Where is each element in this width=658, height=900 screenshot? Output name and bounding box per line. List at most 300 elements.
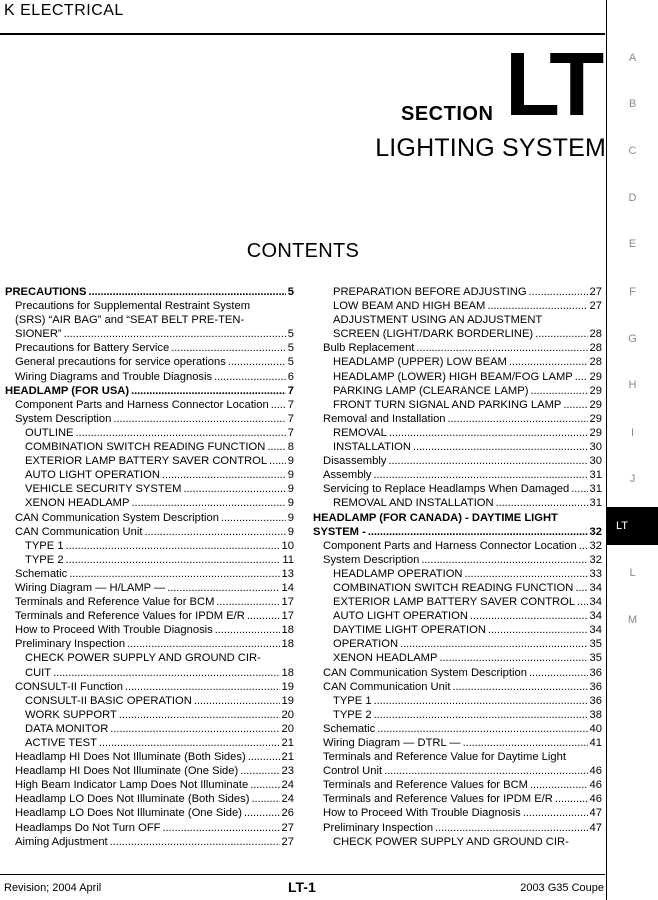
toc-entry[interactable] <box>5 806 294 820</box>
toc-entry-page: 7 <box>287 384 294 397</box>
toc-entry-title: Schematic <box>323 722 376 735</box>
toc-entry-title: TYPE 2 <box>25 553 64 566</box>
toc-entry-title: AUTO LIGHT OPERATION <box>333 610 468 623</box>
toc-entry[interactable] <box>313 609 602 623</box>
toc-entry-title: Disassembly <box>323 455 387 468</box>
toc-leader-dots <box>530 778 588 792</box>
toc-leader-dots <box>374 694 588 708</box>
toc-entry[interactable] <box>313 454 602 468</box>
tab-lt[interactable]: LT <box>607 507 658 545</box>
toc-entry[interactable] <box>313 355 602 369</box>
toc-entry-title: CAN Communication System Description <box>323 666 527 679</box>
toc-entry-title: Control Unit <box>323 765 383 778</box>
toc-leader-dots <box>167 581 279 595</box>
toc-leader-dots <box>194 694 280 708</box>
toc-entry-page: 28 <box>589 342 602 355</box>
toc-entry-page: 29 <box>589 426 602 439</box>
toc-entry-page: 30 <box>589 455 602 468</box>
tab-g[interactable]: G <box>628 333 637 345</box>
toc-entry-page: 7 <box>287 412 294 425</box>
toc-entry[interactable] <box>5 680 294 694</box>
toc-leader-dots <box>267 440 285 454</box>
toc-entry[interactable] <box>313 341 602 355</box>
toc-entry-page: 27 <box>281 821 294 834</box>
tab-j[interactable]: J <box>629 473 636 485</box>
toc-entry-title: LOW BEAM AND HIGH BEAM <box>333 300 486 313</box>
toc-entry-title: Removal and Installation <box>323 412 446 425</box>
toc-entry-title: CHECK POWER SUPPLY AND GROUND CIR- <box>333 835 569 848</box>
toc-leader-dots <box>563 398 587 412</box>
toc-entry[interactable] <box>5 792 294 806</box>
toc-entry[interactable] <box>313 722 602 736</box>
toc-leader-dots <box>244 806 280 820</box>
toc-leader-dots <box>144 525 285 539</box>
toc-entry-title: Preliminary Inspection <box>15 638 126 651</box>
toc-entry-page: 19 <box>281 680 294 693</box>
toc-entry-page: 34 <box>589 581 602 594</box>
toc-entry[interactable] <box>5 299 294 313</box>
toc-leader-dots <box>163 821 280 835</box>
toc-entry-title: Schematic <box>15 567 68 580</box>
toc-entry-title: Headlamp HI Does Not Illuminate (Both Sides) <box>15 751 246 764</box>
section-code: LT <box>505 35 601 135</box>
toc-entry[interactable] <box>313 398 602 412</box>
toc-entry-title: EXTERIOR LAMP BATTERY SAVER CONTROL <box>25 455 268 468</box>
toc-entry[interactable] <box>313 821 602 835</box>
toc-entry[interactable] <box>313 736 602 750</box>
toc-entry-page: 31 <box>589 483 602 496</box>
toc-entry[interactable] <box>313 651 602 665</box>
toc-entry-page: 7 <box>287 398 294 411</box>
toc-entry-title: Headlamp LO Does Not Illuminate (Both Sides) <box>15 793 250 806</box>
toc-leader-dots <box>66 553 281 567</box>
toc-leader-dots <box>374 708 588 722</box>
toc-entry-title: CAN Communication System Description <box>15 511 219 524</box>
toc-entry-title: Terminals and Reference Values for BCM <box>323 779 528 792</box>
toc-entry-page: 13 <box>281 567 294 580</box>
tab-b[interactable]: B <box>628 98 637 110</box>
toc-entry[interactable] <box>5 835 294 849</box>
toc-entry-title: TYPE 2 <box>333 708 372 721</box>
tab-m[interactable]: M <box>627 614 638 626</box>
toc-entry[interactable] <box>313 764 602 778</box>
toc-entry-title: System Description <box>15 412 112 425</box>
toc-entry-title: Component Parts and Harness Connector Location <box>15 398 269 411</box>
toc-entry-title: Precautions for Battery Service <box>15 342 170 355</box>
toc-entry-title: Wiring Diagrams and Trouble Diagnosis <box>15 370 213 383</box>
toc-leader-dots <box>125 680 280 694</box>
toc-entry[interactable] <box>5 482 294 496</box>
toc-entry[interactable] <box>313 313 602 327</box>
toc-entry[interactable] <box>313 553 602 567</box>
toc-entry-title: DAYTIME LIGHT OPERATION <box>333 624 486 637</box>
toc-entry[interactable] <box>5 694 294 708</box>
toc-entry-page: 32 <box>589 539 602 552</box>
toc-entry-page: 29 <box>589 384 602 397</box>
toc-entry-page: 20 <box>281 708 294 721</box>
toc-entry-title: AUTO LIGHT OPERATION <box>25 469 160 482</box>
toc-entry-page: 46 <box>589 779 602 792</box>
toc-entry-page: 26 <box>281 807 294 820</box>
toc-leader-dots <box>413 440 588 454</box>
toc-entry[interactable] <box>5 736 294 750</box>
toc-entry[interactable] <box>313 496 602 510</box>
toc-entry-title: SYSTEM - <box>313 525 366 538</box>
toc-entry-page: 18 <box>281 638 294 651</box>
toc-entry-page: 40 <box>589 722 602 735</box>
toc-entry[interactable] <box>5 581 294 595</box>
toc-entry-title: TYPE 1 <box>25 539 64 552</box>
toc-entry-page: 29 <box>589 412 602 425</box>
toc-entry-page: 46 <box>589 793 602 806</box>
toc-entry[interactable] <box>5 651 294 665</box>
toc-entry[interactable] <box>313 708 602 722</box>
toc-entry-title: General precautions for service operations <box>15 356 226 369</box>
toc-leader-dots <box>127 637 279 651</box>
toc-entry-page: 6 <box>287 370 294 383</box>
toc-leader-dots <box>529 285 588 299</box>
toc-entry-title: Headlamps Do Not Turn OFF <box>15 821 161 834</box>
toc-entry-page: 14 <box>281 581 294 594</box>
toc-leader-dots <box>448 412 588 426</box>
toc-leader-dots <box>452 680 587 694</box>
toc-leader-dots <box>571 482 587 496</box>
toc-leader-dots <box>271 398 286 412</box>
toc-entry-title: WORK SUPPORT <box>25 708 117 721</box>
toc-leader-dots <box>131 496 285 510</box>
toc-entry-title: CAN Communication Unit <box>323 680 451 693</box>
contents-heading: CONTENTS <box>246 240 360 262</box>
toc-entry[interactable] <box>313 750 602 764</box>
toc-entry-title: REMOVAL AND INSTALLATION <box>333 497 494 510</box>
toc-entry-title: SIONER” <box>15 328 62 341</box>
tab-f[interactable]: F <box>629 286 636 298</box>
toc-leader-dots <box>465 567 588 581</box>
toc-leader-dots <box>131 384 286 398</box>
footer-page-number: LT-1 <box>288 879 316 895</box>
toc-entry-page: 34 <box>589 624 602 637</box>
toc-entry[interactable] <box>5 821 294 835</box>
toc-entry[interactable] <box>313 694 602 708</box>
toc-entry-page: 5 <box>287 286 294 298</box>
toc-entry[interactable] <box>5 426 294 440</box>
toc-entry-title: CONSULT-II BASIC OPERATION <box>25 694 192 707</box>
toc-entry[interactable] <box>313 525 602 539</box>
toc-entry-title: Wiring Diagram — DTRL — <box>323 737 461 749</box>
toc-leader-dots <box>496 496 588 510</box>
toc-entry-page: 29 <box>589 398 602 411</box>
toc-entry[interactable] <box>5 722 294 736</box>
toc-entry[interactable] <box>313 581 602 595</box>
toc-entry-page: 36 <box>589 666 602 679</box>
toc-entry-page: 33 <box>589 567 602 580</box>
toc-leader-dots <box>389 426 588 440</box>
tab-d[interactable]: D <box>628 192 637 204</box>
toc-leader-dots <box>119 708 280 722</box>
toc-entry[interactable] <box>313 426 602 440</box>
toc-entry-title: CHECK POWER SUPPLY AND GROUND CIR- <box>25 652 261 665</box>
toc-leader-dots <box>240 764 279 778</box>
toc-entry-page: 47 <box>589 807 602 820</box>
toc-entry[interactable] <box>313 778 602 792</box>
toc-entry-page: 18 <box>281 624 294 637</box>
toc-leader-dots <box>523 806 588 820</box>
toc-entry[interactable] <box>313 440 602 454</box>
toc-entry[interactable] <box>313 468 602 482</box>
toc-entry[interactable] <box>313 299 602 313</box>
toc-leader-dots <box>400 637 587 651</box>
toc-leader-dots <box>377 722 587 736</box>
toc-leader-dots <box>183 482 285 496</box>
toc-leader-dots <box>535 327 587 341</box>
toc-entry-title: Terminals and Reference Values for IPDM E/R <box>15 610 245 623</box>
toc-entry-title: XENON HEADLAMP <box>25 497 130 510</box>
toc-entry[interactable] <box>5 285 294 299</box>
toc-entry-title: Wiring Diagram — H/LAMP — <box>15 581 166 594</box>
toc-entry-title: COMBINATION SWITCH READING FUNCTION <box>333 581 574 594</box>
toc-entry-page: 20 <box>281 722 294 735</box>
toc-entry-title: COMBINATION SWITCH READING FUNCTION <box>25 441 266 454</box>
tab-e[interactable]: E <box>628 238 637 250</box>
toc-entry[interactable] <box>313 835 602 849</box>
toc-leader-dots <box>214 370 286 384</box>
toc-entry-title: OPERATION <box>333 638 399 651</box>
toc-entry-page: 5 <box>287 342 294 355</box>
toc-entry[interactable] <box>5 609 294 623</box>
toc-entry-title: Terminals and Reference Value for BCM <box>15 596 215 609</box>
toc-leader-dots <box>66 539 280 553</box>
toc-entry-page: 35 <box>589 638 602 651</box>
toc-entry-page: 9 <box>287 497 294 510</box>
toc-entry[interactable] <box>5 567 294 581</box>
toc-entry-title: ACTIVE TEST <box>25 737 97 749</box>
toc-entry-page: 8 <box>287 441 294 454</box>
toc-entry[interactable] <box>5 355 294 369</box>
toc-leader-dots <box>575 370 588 384</box>
toc-leader-dots <box>577 595 588 609</box>
toc-entry-title: PREPARATION BEFORE ADJUSTING <box>333 286 527 298</box>
toc-entry-page: 30 <box>589 441 602 454</box>
toc-entry-page: 34 <box>589 596 602 609</box>
toc-entry[interactable] <box>313 285 602 299</box>
toc-entry[interactable] <box>5 595 294 609</box>
toc-entry[interactable] <box>313 539 602 553</box>
toc-entry[interactable] <box>5 553 294 567</box>
toc-entry-title: DATA MONITOR <box>25 722 109 735</box>
tab-c[interactable]: C <box>628 145 637 157</box>
toc-entry[interactable] <box>5 750 294 764</box>
toc-leader-dots <box>435 821 587 835</box>
toc-entry-title: Bulb Replacement <box>323 342 415 355</box>
toc-entry[interactable] <box>5 539 294 553</box>
toc-entry[interactable] <box>5 398 294 412</box>
toc-entry-title: HEADLAMP (UPPER) LOW BEAM <box>333 356 507 369</box>
toc-leader-dots <box>416 341 587 355</box>
toc-entry-title: OUTLINE <box>25 426 74 439</box>
toc-entry-page: 11 <box>282 553 294 566</box>
toc-leader-dots <box>384 764 587 778</box>
toc-entry[interactable] <box>5 313 294 327</box>
toc-entry-page: 23 <box>281 765 294 778</box>
toc-entry[interactable] <box>313 511 602 525</box>
toc-entry-title: PARKING LAMP (CLEARANCE LAMP) <box>333 384 529 397</box>
toc-entry[interactable] <box>313 595 602 609</box>
toc-entry-page: 28 <box>589 356 602 369</box>
toc-leader-dots <box>216 595 279 609</box>
footer-revision: Revision; 2004 April <box>4 882 102 894</box>
toc-leader-dots <box>110 835 280 849</box>
toc-entry-title: CUIT <box>25 666 52 679</box>
toc-entry[interactable] <box>5 511 294 525</box>
toc-entry[interactable] <box>5 708 294 722</box>
toc-entry[interactable] <box>5 412 294 426</box>
toc-entry-title: HEADLAMP (LOWER) HIGH BEAM/FOG LAMP <box>333 370 573 383</box>
toc-entry-page: 10 <box>281 539 294 552</box>
toc-entry-title: REMOVAL <box>333 426 387 439</box>
toc-entry-page: 9 <box>287 483 294 496</box>
toc-entry-title: Terminals and Reference Values for IPDM E/R <box>323 793 553 806</box>
toc-entry[interactable] <box>313 567 602 581</box>
toc-entry-title: Precautions for Supplemental Restraint System <box>15 300 251 313</box>
toc-leader-dots <box>579 539 588 553</box>
toc-leader-dots <box>388 454 587 468</box>
toc-entry[interactable] <box>5 637 294 651</box>
toc-leader-dots <box>487 299 587 313</box>
toc-entry-title: Aiming Adjustment <box>15 835 108 848</box>
toc-leader-dots <box>76 426 286 440</box>
toc-right-column <box>313 285 602 849</box>
toc-entry-page: 21 <box>281 737 294 749</box>
toc-entry[interactable] <box>5 525 294 539</box>
toc-entry-page: 27 <box>589 300 602 313</box>
toc-leader-dots <box>248 750 280 764</box>
toc-entry[interactable] <box>313 666 602 680</box>
toc-leader-dots <box>463 736 588 750</box>
toc-entry-title: TYPE 1 <box>333 694 372 707</box>
toc-entry-title: HEADLAMP (FOR USA) <box>5 384 130 397</box>
toc-entry-page: 5 <box>287 356 294 369</box>
toc-entry[interactable] <box>5 623 294 637</box>
toc-entry-title: SCREEN (LIGHT/DARK BORDERLINE) <box>333 328 534 341</box>
toc-entry[interactable] <box>5 454 294 468</box>
toc-entry[interactable] <box>313 327 602 341</box>
toc-entry-page: 17 <box>281 610 294 623</box>
toc-entry-page: 24 <box>281 793 294 806</box>
toc-entry-page: 32 <box>589 525 602 538</box>
toc-leader-dots <box>575 581 587 595</box>
toc-entry-title: System Description <box>323 553 420 566</box>
toc-entry-title: CONSULT-II Function <box>15 680 123 693</box>
toc-entry-page: 46 <box>589 765 602 778</box>
toc-entry-title: FRONT TURN SIGNAL AND PARKING LAMP <box>333 398 562 411</box>
toc-leader-dots <box>228 355 286 369</box>
toc-entry[interactable] <box>5 496 294 510</box>
toc-entry[interactable] <box>313 680 602 694</box>
toc-entry-page: 7 <box>287 426 294 439</box>
toc-leader-dots <box>88 285 285 299</box>
toc-entry[interactable] <box>5 341 294 355</box>
toc-entry-title: Component Parts and Harness Connector Location <box>323 539 577 552</box>
toc-entry-title: EXTERIOR LAMP BATTERY SAVER CONTROL <box>333 596 576 609</box>
toc-entry[interactable] <box>5 764 294 778</box>
toc-entry[interactable] <box>313 412 602 426</box>
toc-entry-page: 5 <box>287 328 294 341</box>
toc-leader-dots <box>374 468 588 482</box>
toc-entry[interactable] <box>313 384 602 398</box>
toc-entry-page: 31 <box>589 497 602 510</box>
toc-entry-page: 38 <box>589 708 602 721</box>
toc-entry[interactable] <box>313 482 602 496</box>
toc-entry-title: Headlamp HI Does Not Illuminate (One Side) <box>15 765 239 778</box>
toc-leader-dots <box>368 525 588 539</box>
tab-l[interactable]: L <box>629 567 636 579</box>
toc-leader-dots <box>110 722 279 736</box>
toc-entry-page: 41 <box>589 737 602 749</box>
toc-entry-title: Servicing to Replace Headlamps When Damaged <box>323 483 570 496</box>
toc-entry-page: 9 <box>287 455 294 468</box>
toc-entry[interactable] <box>5 384 294 398</box>
toc-entry-page: 9 <box>287 469 294 482</box>
toc-leader-dots <box>530 384 587 398</box>
toc-entry[interactable] <box>313 637 602 651</box>
toc-leader-dots <box>509 355 588 369</box>
tab-i[interactable]: I <box>630 427 635 439</box>
toc-leader-dots <box>99 736 280 750</box>
toc-leader-dots <box>470 609 588 623</box>
toc-entry[interactable] <box>5 778 294 792</box>
header-section-label: K ELECTRICAL <box>4 2 124 19</box>
toc-entry-title: Headlamp LO Does Not Illuminate (One Side) <box>15 807 242 820</box>
toc-left-column <box>5 285 294 849</box>
toc-leader-dots <box>247 609 280 623</box>
toc-entry-page: 47 <box>589 821 602 834</box>
toc-entry[interactable] <box>5 440 294 454</box>
toc-entry[interactable] <box>5 666 294 680</box>
tab-a[interactable]: A <box>628 52 637 64</box>
footer-rule <box>0 874 605 875</box>
section-tabs <box>607 0 658 900</box>
toc-leader-dots <box>529 666 588 680</box>
toc-entry-title: INSTALLATION <box>333 441 411 454</box>
toc-entry-title: Assembly <box>323 469 372 482</box>
toc-entry-title: How to Proceed With Trouble Diagnosis <box>323 807 521 820</box>
toc-entry[interactable] <box>5 370 294 384</box>
toc-entry-page: 28 <box>589 328 602 341</box>
toc-entry[interactable] <box>313 792 602 806</box>
toc-leader-dots <box>69 567 279 581</box>
footer-model: 2003 G35 Coupe <box>520 882 604 894</box>
toc-entry[interactable] <box>5 327 294 341</box>
toc-entry[interactable] <box>5 468 294 482</box>
toc-entry-page: 31 <box>589 469 602 482</box>
toc-entry-page: 35 <box>589 652 602 665</box>
toc-entry[interactable] <box>313 370 602 384</box>
toc-leader-dots <box>53 666 279 680</box>
toc-leader-dots <box>269 454 286 468</box>
toc-entry-page: 36 <box>589 694 602 707</box>
section-title: LIGHTING SYSTEM <box>375 134 606 162</box>
toc-entry[interactable] <box>313 623 602 637</box>
toc-leader-dots <box>251 792 279 806</box>
toc-entry-page: 36 <box>589 680 602 693</box>
toc-leader-dots <box>171 341 286 355</box>
toc-entry-title: ADJUSTMENT USING AN ADJUSTMENT <box>333 314 543 327</box>
toc-entry[interactable] <box>313 806 602 820</box>
toc-leader-dots <box>250 778 279 792</box>
toc-leader-dots <box>64 327 286 341</box>
tab-h[interactable]: H <box>628 379 637 391</box>
toc-entry-page: 32 <box>589 553 602 566</box>
